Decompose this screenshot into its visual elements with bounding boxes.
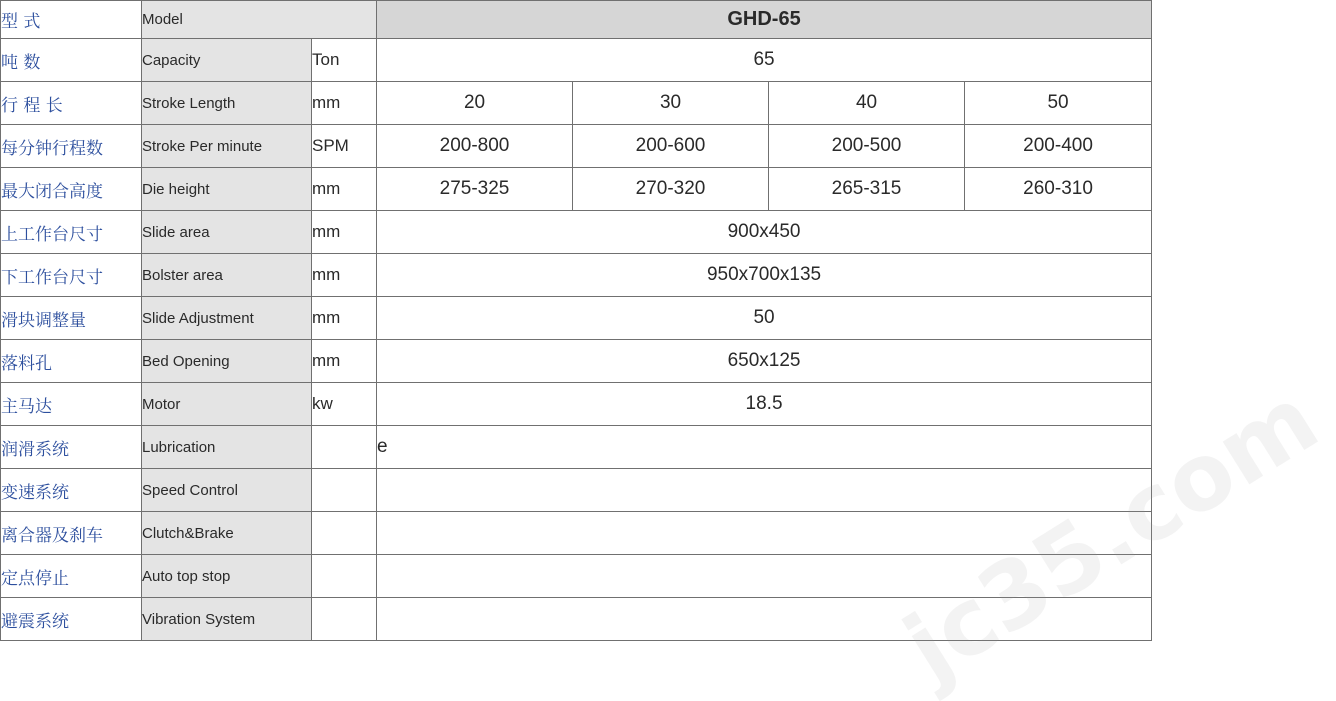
row-value: 200-800 — [377, 125, 573, 168]
row-value: 20 — [377, 82, 573, 125]
row-label-en: Stroke Per minute — [142, 125, 312, 168]
spec-row — [1, 254, 1152, 297]
row-unit — [312, 512, 377, 555]
row-merged-value: 50 — [377, 297, 1152, 340]
row-value: 270-320 — [573, 168, 769, 211]
model-label-en: Model — [142, 1, 377, 39]
row-unit — [312, 469, 377, 512]
spec-row — [1, 82, 1152, 125]
spec-row — [1, 512, 1152, 555]
row-value: 260-310 — [965, 168, 1152, 211]
row-merged-value: 950x700x135 — [377, 254, 1152, 297]
spec-row — [1, 598, 1152, 641]
row-label-en: Motor — [142, 383, 312, 426]
spec-row — [1, 469, 1152, 512]
row-label-cn: 落料孔 — [1, 340, 142, 383]
row-label-cn: 润滑系统 — [1, 426, 142, 469]
row-merged-value: 18.5 — [377, 383, 1152, 426]
row-merged-value: 900x450 — [377, 211, 1152, 254]
spec-row — [1, 340, 1152, 383]
row-label-en: Bolster area — [142, 254, 312, 297]
row-merged-value: 650x125 — [377, 340, 1152, 383]
row-value: 200-500 — [769, 125, 965, 168]
row-merged-value: e — [377, 426, 1152, 469]
row-unit: mm — [312, 82, 377, 125]
spec-row — [1, 426, 1152, 469]
row-unit: mm — [312, 168, 377, 211]
row-unit: mm — [312, 340, 377, 383]
row-unit: mm — [312, 211, 377, 254]
row-label-en: Stroke Length — [142, 82, 312, 125]
row-label-en: Clutch&Brake — [142, 512, 312, 555]
row-label-cn: 每分钟行程数 — [1, 125, 142, 168]
row-label-en: Lubrication — [142, 426, 312, 469]
row-label-en: Bed Opening — [142, 340, 312, 383]
row-unit: kw — [312, 383, 377, 426]
row-label-cn: 主马达 — [1, 383, 142, 426]
row-value: 200-400 — [965, 125, 1152, 168]
row-merged-value — [377, 512, 1152, 555]
row-label-cn: 离合器及刹车 — [1, 512, 142, 555]
row-label-cn: 吨 数 — [1, 39, 142, 82]
row-value: 265-315 — [769, 168, 965, 211]
row-label-en: Capacity — [142, 39, 312, 82]
row-unit: SPM — [312, 125, 377, 168]
row-label-en: Slide area — [142, 211, 312, 254]
spec-row — [1, 211, 1152, 254]
row-value: 50 — [965, 82, 1152, 125]
row-value: 200-600 — [573, 125, 769, 168]
model-label-cn: 型 式 — [1, 1, 142, 39]
row-label-cn: 下工作台尺寸 — [1, 254, 142, 297]
row-merged-value — [377, 469, 1152, 512]
row-merged-value: 65 — [377, 39, 1152, 82]
row-unit: mm — [312, 297, 377, 340]
row-unit — [312, 555, 377, 598]
row-unit: Ton — [312, 39, 377, 82]
row-label-en: Slide Adjustment — [142, 297, 312, 340]
row-label-cn: 上工作台尺寸 — [1, 211, 142, 254]
spec-row — [1, 39, 1152, 82]
row-label-cn: 定点停止 — [1, 555, 142, 598]
spec-row — [1, 555, 1152, 598]
row-merged-value — [377, 598, 1152, 641]
row-unit — [312, 598, 377, 641]
row-value: 275-325 — [377, 168, 573, 211]
row-label-cn: 行 程 长 — [1, 82, 142, 125]
spec-row — [1, 168, 1152, 211]
row-label-cn: 避震系统 — [1, 598, 142, 641]
row-value: 40 — [769, 82, 965, 125]
row-value: 30 — [573, 82, 769, 125]
row-label-cn: 最大闭合高度 — [1, 168, 142, 211]
row-label-en: Speed Control — [142, 469, 312, 512]
row-unit: mm — [312, 254, 377, 297]
spec-row — [1, 383, 1152, 426]
row-label-en: Die height — [142, 168, 312, 211]
spec-row — [1, 297, 1152, 340]
row-label-cn: 滑块调整量 — [1, 297, 142, 340]
row-merged-value — [377, 555, 1152, 598]
model-value: GHD-65 — [377, 1, 1152, 39]
spec-row — [1, 125, 1152, 168]
model-row — [1, 1, 1152, 39]
row-label-en: Vibration System — [142, 598, 312, 641]
row-unit — [312, 426, 377, 469]
row-label-cn: 变速系统 — [1, 469, 142, 512]
row-label-en: Auto top stop — [142, 555, 312, 598]
